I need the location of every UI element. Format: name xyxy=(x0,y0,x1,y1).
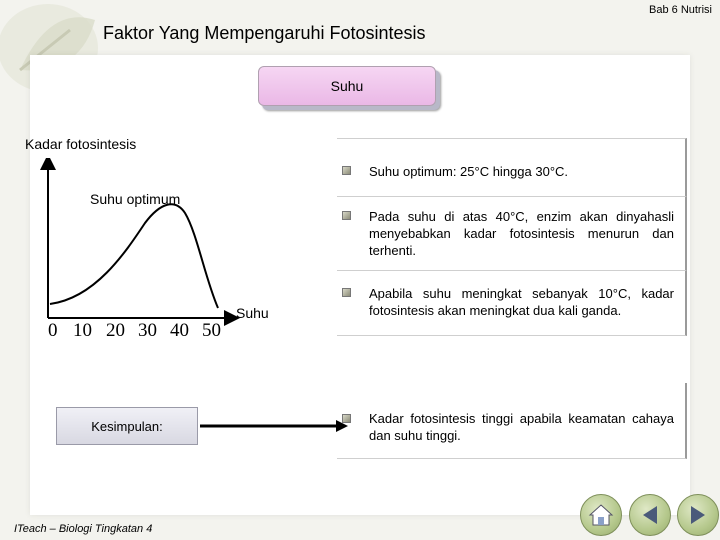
bullet-icon xyxy=(342,211,351,220)
arrow-right-icon xyxy=(200,418,350,434)
conclusion-box xyxy=(56,407,198,445)
graph-peak-label: Suhu optimum xyxy=(90,191,181,207)
tick-label: 0 xyxy=(48,320,58,341)
graph-x-axis-label: Suhu xyxy=(236,305,269,321)
tick-label: 40 xyxy=(170,320,189,341)
key-point-text: Suhu optimum: 25°C hingga 30°C. xyxy=(369,164,569,179)
topic-box xyxy=(258,66,436,106)
tick-label: 30 xyxy=(138,320,157,341)
page-title: Faktor Yang Mempengaruhi Fotosintesis xyxy=(103,23,426,43)
triangle-left-icon xyxy=(639,503,661,527)
previous-button[interactable] xyxy=(629,494,671,536)
graph-x-ticks xyxy=(46,320,236,342)
key-point xyxy=(337,196,687,272)
footer-text: ITeach – Biologi Tingkatan 4 xyxy=(14,523,153,535)
topic-label: Suhu xyxy=(330,78,364,94)
tick-label: 50 xyxy=(202,320,221,341)
chapter-label: Bab 6 Nutrisi xyxy=(649,4,712,16)
graph-curve xyxy=(50,204,218,308)
tick-label: 10 xyxy=(73,320,92,341)
bullet-icon xyxy=(342,288,351,297)
key-point-text: Apabila suhu meningkat sebanyak 10°C, kadar fotosintesis akan meningkat dua kali ganda. xyxy=(369,286,674,318)
home-button[interactable] xyxy=(580,494,622,536)
key-point-text: Pada suhu di atas 40°C, enzim akan dinyahasli menyebabkan kadar fotosintesis menurun dan terhenti. xyxy=(369,209,674,258)
key-points xyxy=(337,138,687,458)
home-icon xyxy=(588,503,614,527)
key-point xyxy=(337,270,687,336)
triangle-right-icon xyxy=(687,503,709,527)
conclusion-label: Kesimpulan: xyxy=(91,418,163,434)
bullet-icon xyxy=(342,166,351,175)
graph-y-axis-label: Kadar fotosintesis xyxy=(25,136,137,152)
tick-label: 20 xyxy=(106,320,125,341)
key-point xyxy=(337,138,687,200)
next-button[interactable] xyxy=(677,494,719,536)
key-point-text: Kadar fotosintesis tinggi apabila keamatan cahaya dan suhu tinggi. xyxy=(369,411,674,443)
key-point xyxy=(337,383,687,459)
